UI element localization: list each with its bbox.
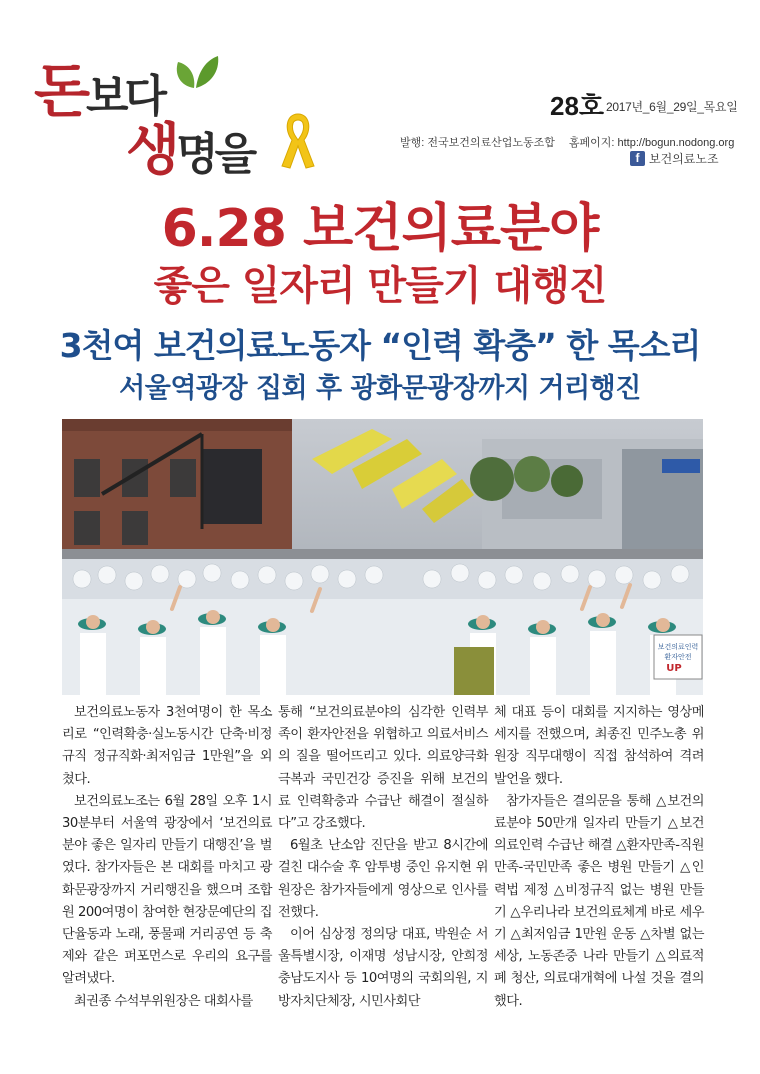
rally-photo (62, 419, 703, 695)
newsletter-logo (34, 44, 324, 184)
publisher-name: 발행: 전국보건의료산업노동조합 (400, 137, 555, 149)
article-paragraph: 보건의료노조는 6월 28일 오후 1시 30분부터 서울역 광장에서 ‘보건의료분야 좋은 일자리 만들기 대행진’을 벌였다. 참가자들은 본 대회를 마치고 광화문광장까지 거리행진을 했으며 조합원 200여명이 참여한 현장문예단의 집단율동과 노래, 풍물패 거리공연 등 축제와 같은 퍼포먼스로 우리의 요구를 알려냈다. (62, 793, 272, 987)
logo-line2-rest: 명을 (176, 129, 254, 180)
article-paragraph: 최권종 수석부위원장은 대회사를 (74, 993, 253, 1009)
logo-line2 (126, 106, 253, 186)
article-paragraph: 이어 심상정 정의당 대표, 박원순 서울특별시장, 이재명 성남시장, 안희정 충남도지사 등 10여명의 국회의원, 지방자치단체장, 시민사회단 (278, 927, 488, 1009)
green-leaf-icon (172, 52, 220, 92)
article-paragraph: 6월초 난소암 진단을 받고 8시간에 걸친 대수술 후 암투병 중인 유지현 위원장은 참가자들에게 영상으로 인사를 전했다. (278, 838, 488, 920)
logo-line1-big: 돈 (34, 57, 87, 125)
main-headline: 6.28 보건의료분야 (161, 199, 599, 259)
rally-photo-illustration (62, 419, 703, 695)
article-column-1 (62, 702, 272, 1013)
logo-line2-big: 생 (126, 117, 177, 183)
article-column-2 (278, 702, 488, 1013)
sub-headline-3: 서울역광장 집회 후 광화문광장까지 거리행진 (119, 373, 641, 404)
article-paragraph: 통해 “보건의료분야의 심각한 인력부족이 환자안전을 위협하고 의료서비스의 질을 떨어뜨리고 있다. 의료양극화 극복과 국민건강 증진을 위해 보건의료 인력확충과 수급난 해결이 절실하다”고 강조했다. (278, 705, 488, 832)
sign-text-line3: UP (666, 663, 682, 674)
facebook-icon: f (630, 151, 645, 166)
issue-number: 28호 (550, 91, 605, 121)
facebook-link[interactable] (630, 150, 719, 167)
sub-headline-2: 3천여 보건의료노동자 “인력 확충” 한 목소리 (59, 326, 701, 365)
article-paragraph: 보건의료노동자 3천여명이 한 목소리로 “인력확충·실노동시간 단축·비정규직 정규직화·최저임금 1만원”을 외쳤다. (62, 705, 272, 787)
article-paragraph: 체 대표 등이 대회를 지지하는 영상메세지를 전했으며, 최종진 민주노총 위원장 직무대행이 직접 참석하여 격려발언을 했다. (494, 705, 704, 787)
yellow-ribbon-icon (278, 110, 318, 170)
article-paragraph: 참가자들은 결의문을 통해 △보건의료분야 50만개 일자리 만들기 △보건의료인력 수급난 해결 △환자만족-직원만족-국민만족 좋은 병원 만들기 △인력법 제정 △비정규직 없는 병원 만들기 △우리나라 보건의료체계 바로 세우기 △최저임금 1만원 운동 △차별 없는 세상, 노동존중 나라 만들기 △의료적폐 청산, 의료대개혁에 나설 것을 결의했다. (494, 793, 704, 1009)
sub-headline-1: 좋은 일자리 만들기 대행진 (153, 263, 607, 309)
issue-date: 2017년_6월_29일_목요일 (606, 100, 738, 114)
logo-line1-rest: 보다 (86, 71, 164, 122)
publisher-info (400, 134, 748, 150)
facebook-label: 보건의료노조 (649, 152, 719, 166)
article-column-3 (494, 702, 704, 1013)
sign-text-line1: 보건의료인력 (657, 643, 699, 651)
homepage-link[interactable]: 홈페이지: http://bogun.nodong.org (568, 137, 735, 149)
sign-text-line2: 환자안전 (664, 653, 692, 661)
